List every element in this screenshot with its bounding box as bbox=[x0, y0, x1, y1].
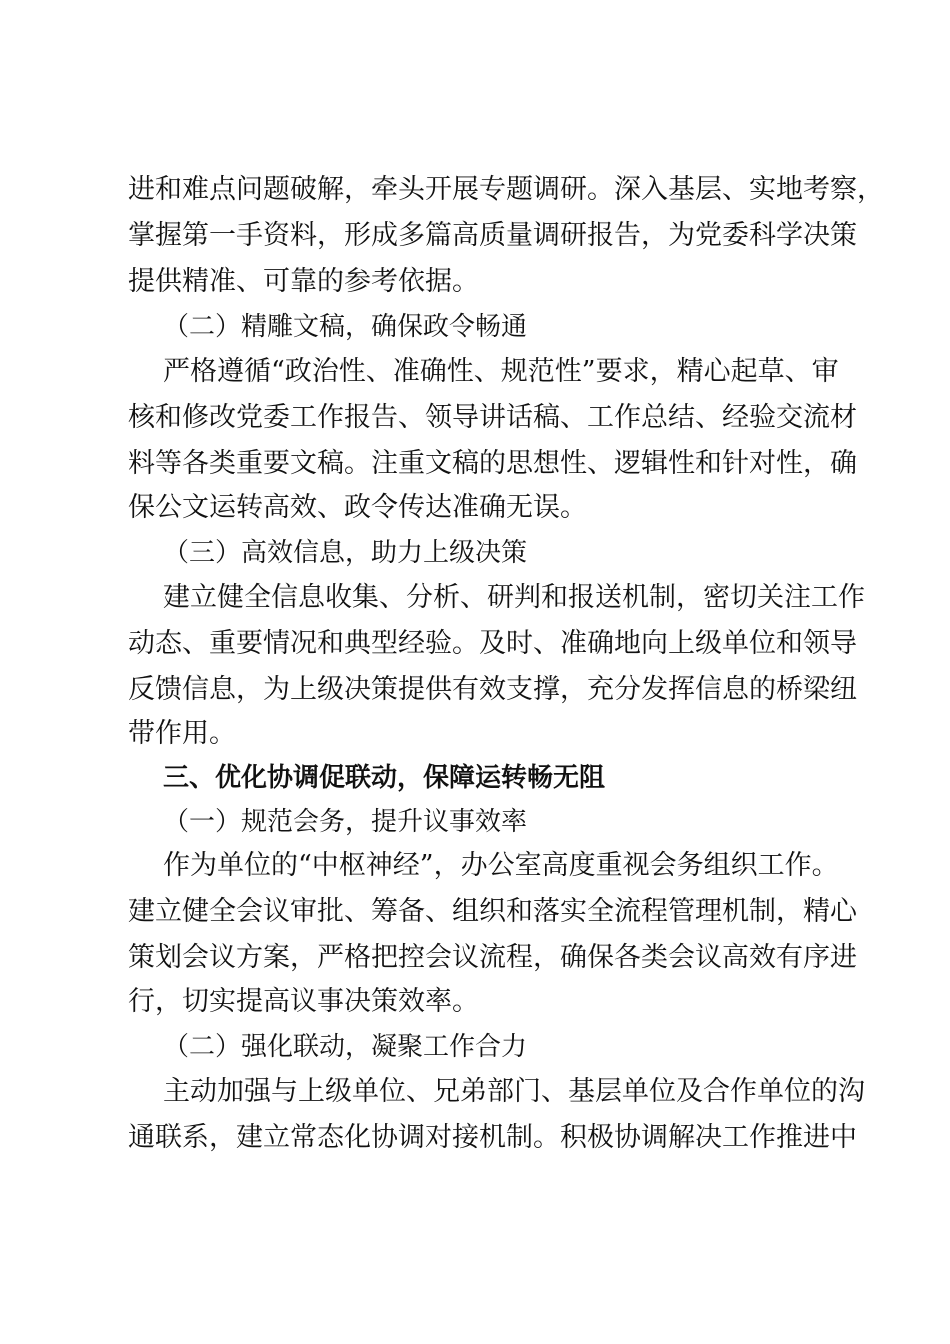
paragraph-3-line-4: 带作用。 bbox=[128, 718, 236, 749]
paragraph-5-line-2: 通联系，建立常态化协调对接机制。积极协调解决工作推进中 bbox=[128, 1122, 857, 1153]
paragraph-3-line-3: 反馈信息，为上级决策提供有效支撑，充分发挥信息的桥梁纽 bbox=[128, 674, 857, 705]
subheading-guifan-huiwu: （一）规范会务，提升议事效率 bbox=[163, 807, 528, 837]
paragraph-2-line-3: 料等各类重要文稿。注重文稿的思想性、逻辑性和针对性，确 bbox=[128, 448, 857, 479]
paragraph-3-line-2: 动态、重要情况和典型经验。及时、准确地向上级单位和领导 bbox=[128, 628, 857, 659]
paragraph-4-line-4: 行，切实提高议事决策效率。 bbox=[128, 986, 479, 1017]
subheading-jingdiao-wengao: （二）精雕文稿，确保政令畅通 bbox=[163, 312, 528, 342]
section-heading-three: 三、优化协调促联动，保障运转畅无阻 bbox=[163, 763, 606, 793]
paragraph-2-line-4: 保公文运转高效、政令传达准确无误。 bbox=[128, 492, 587, 523]
paragraph-2-line-2: 核和修改党委工作报告、领导讲话稿、工作总结、经验交流材 bbox=[128, 402, 857, 433]
subheading-qianghua-liandong: （二）强化联动，凝聚工作合力 bbox=[163, 1032, 528, 1062]
paragraph-4-line-1: 作为单位的“中枢神经”，办公室高度重视会务组织工作。 bbox=[163, 850, 839, 881]
paragraph-5-line-1: 主动加强与上级单位、兄弟部门、基层单位及合作单位的沟 bbox=[163, 1076, 865, 1107]
paragraph-1-line-3: 提供精准、可靠的参考依据。 bbox=[128, 266, 479, 297]
paragraph-1-line-1: 进和难点问题破解，牵头开展专题调研。深入基层、实地考察， bbox=[128, 174, 884, 205]
paragraph-4-line-3: 策划会议方案，严格把控会议流程，确保各类会议高效有序进 bbox=[128, 942, 857, 973]
paragraph-4-line-2: 建立健全会议审批、筹备、组织和落实全流程管理机制，精心 bbox=[128, 896, 857, 927]
paragraph-3-line-1: 建立健全信息收集、分析、研判和报送机制，密切关注工作 bbox=[163, 582, 865, 613]
paragraph-1-line-2: 掌握第一手资料，形成多篇高质量调研报告，为党委科学决策 bbox=[128, 220, 857, 251]
subheading-gaoxiao-xinxi: （三）高效信息，助力上级决策 bbox=[163, 538, 528, 568]
paragraph-2-line-1: 严格遵循“政治性、准确性、规范性”要求，精心起草、审 bbox=[163, 356, 839, 387]
